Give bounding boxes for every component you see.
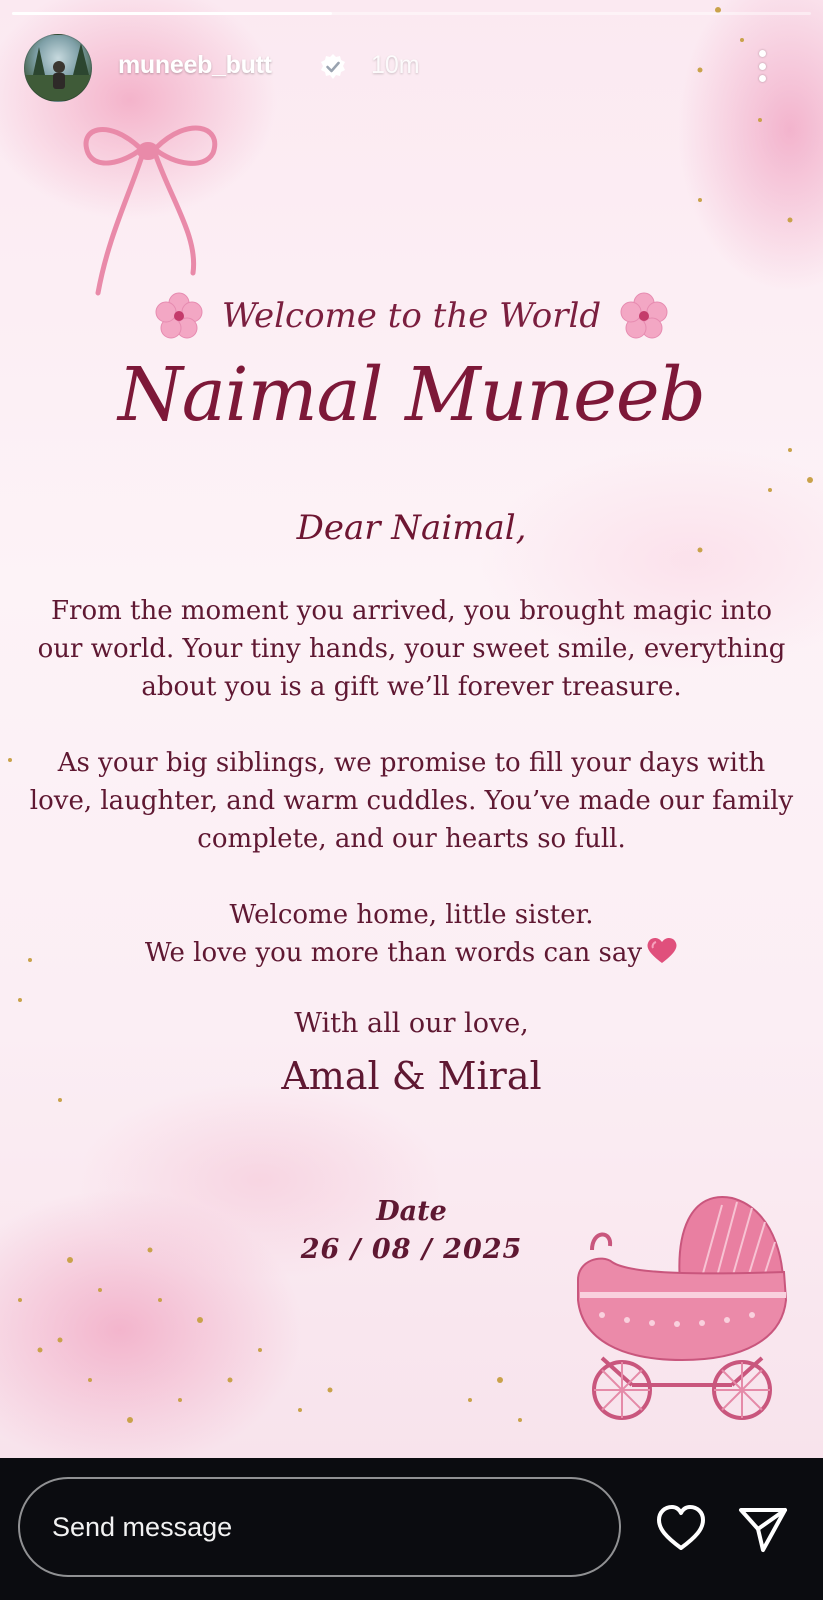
- letter-paragraph-1: From the moment you arrived, you brought magic into our world. Your tiny hands, your sweet smile, everything about you is a gift we’ll forever treasure.: [37, 596, 786, 702]
- letter-closing: With all our love,: [294, 1008, 529, 1039]
- love-line: [28, 934, 795, 972]
- welcome-text: Welcome to the World: [221, 296, 602, 336]
- letter-paragraph-3: [28, 896, 795, 972]
- pink-bow-decoration: [78, 108, 228, 298]
- date-value: 26 / 08 / 2025: [300, 1234, 523, 1265]
- story-progress-bar: [12, 12, 811, 15]
- welcome-heading: [0, 292, 823, 340]
- story-username[interactable]: muneeb_butt: [118, 51, 272, 79]
- pink-flower-icon: [620, 292, 668, 340]
- baby-name-title: Naimal Muneeb: [117, 352, 706, 438]
- heart-icon: [646, 936, 678, 964]
- date-label: Date: [376, 1196, 447, 1227]
- heart-outline-icon[interactable]: [654, 1502, 708, 1556]
- story-timestamp: 10m: [371, 51, 420, 79]
- love-line-text: We love you more than words can say: [144, 938, 643, 968]
- welcome-home-line: Welcome home, little sister.: [229, 900, 594, 930]
- avatar[interactable]: [24, 34, 92, 102]
- pink-flower-icon: [155, 292, 203, 340]
- story-progress-fill: [12, 12, 332, 15]
- letter-signature: Amal & Miral: [281, 1054, 542, 1098]
- letter-paragraph-2: As your big siblings, we promise to fill your days with love, laughter, and warm cuddles. You’ve made our family complete, and our hearts so full.: [29, 748, 794, 854]
- send-arrow-icon[interactable]: [736, 1502, 790, 1556]
- story-header: [24, 34, 784, 100]
- verified-badge-icon: [319, 53, 347, 81]
- more-options-icon: [759, 50, 766, 57]
- send-message-input[interactable]: [18, 1477, 621, 1577]
- reply-bar: [0, 1458, 823, 1600]
- letter-salutation: Dear Naimal,: [296, 508, 527, 548]
- baby-carriage-illustration: [572, 1190, 794, 1430]
- more-options-button[interactable]: [750, 44, 774, 88]
